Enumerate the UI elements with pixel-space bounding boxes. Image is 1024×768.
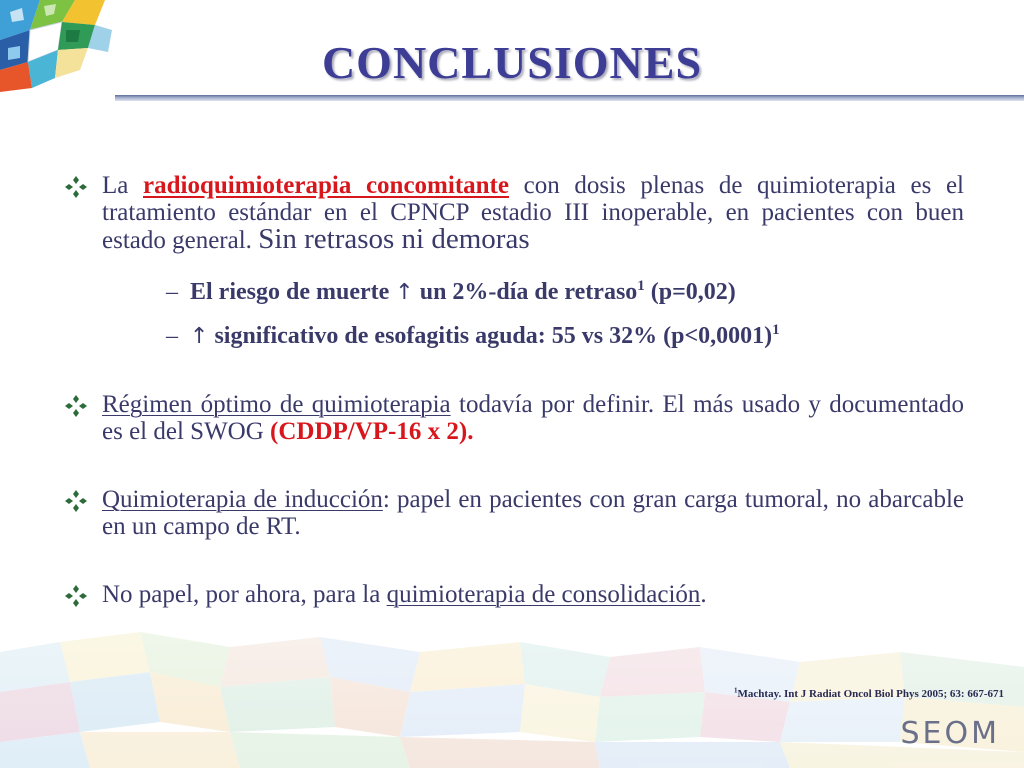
bullet-item: [64, 391, 964, 445]
bullet-text: No papel, por ahora, para la: [102, 581, 387, 608]
bullet-text: todavía por definir. El más usado y documentado es el del SWOG: [102, 391, 964, 445]
footnote-marker: 1: [734, 686, 738, 695]
sub-bullet-text: un 2%-día de retraso: [413, 279, 638, 305]
up-arrow-icon: ↑: [190, 324, 209, 349]
sub-bullet-text: El riesgo de muerte: [190, 279, 396, 305]
diamond-bullet-icon: [64, 489, 88, 513]
sub-bullet-item: [166, 323, 780, 350]
footnote-marker: 1: [772, 322, 780, 338]
dash-marker: –: [166, 323, 178, 349]
bullet-text: La: [102, 172, 143, 199]
underlined-text: Régimen óptimo de quimioterapia: [102, 391, 451, 418]
highlight-text: (CDDP/VP-16 x 2).: [270, 418, 474, 445]
bullet-text: con dosis plenas de quimioterapia es el tratamiento estándar en el CPNCP estadio III inoperable, en pacientes con buen estado general.: [102, 172, 964, 254]
sub-bullet-text: (p=0,02): [644, 279, 736, 305]
sub-bullet-item: [166, 279, 736, 306]
bullet-text: : papel en pacientes con gran carga tumoral, no abarcable en un campo de RT.: [102, 486, 964, 540]
brand-logo: SEOM: [900, 716, 1000, 751]
underlined-text: quimioterapia de consolidación: [386, 581, 701, 608]
underlined-text: Quimioterapia de inducción: [102, 486, 383, 513]
emphasis-text: Sin retrasos ni demoras: [258, 223, 530, 255]
sub-bullet-text: significativo de esofagitis aguda: 55 vs 32% (p<0,0001): [208, 323, 773, 349]
up-arrow-icon: ↑: [395, 280, 414, 305]
page-title: CONCLUSIONES: [321, 37, 703, 88]
highlight-text: radioquimioterapia concomitante: [143, 172, 509, 199]
diamond-bullet-icon: [64, 584, 88, 608]
bullet-item: [64, 581, 964, 608]
bullet-item: [64, 172, 964, 254]
reference-citation: [734, 688, 1004, 700]
header-divider: [115, 95, 1024, 101]
footnote-marker: 1: [637, 278, 645, 294]
bullet-item: [64, 486, 964, 540]
dash-marker: –: [166, 279, 178, 305]
bullet-text: .: [700, 581, 707, 608]
diamond-bullet-icon: [64, 175, 88, 199]
reference-text: Machtay. Int J Radiat Oncol Biol Phys 2005; 63: 667-671: [737, 688, 1004, 700]
diamond-bullet-icon: [64, 394, 88, 418]
